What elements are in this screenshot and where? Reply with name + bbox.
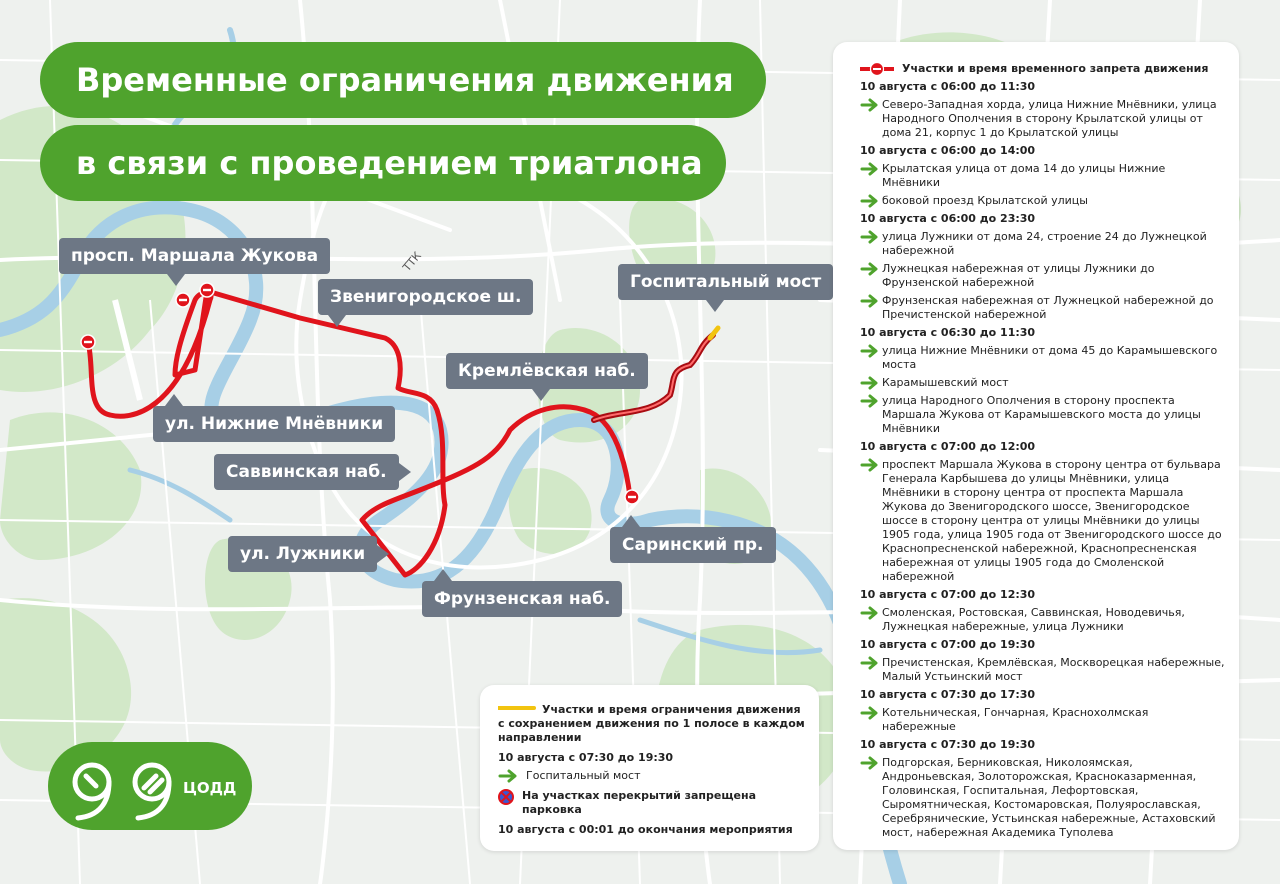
label-zvenigorodskoe	[318, 279, 533, 315]
label-luzhniki-text: ул. Лужники	[240, 544, 366, 564]
green-arrow-icon	[860, 262, 882, 276]
closures-legend-header	[860, 62, 1225, 76]
closures-panel	[833, 42, 1239, 850]
closure-item	[860, 344, 1225, 372]
legend-item: Госпитальный мост	[526, 769, 641, 782]
closure-item-text: Фрунзенская набережная от Лужнецкой набережной до Пречистенской набережной	[882, 294, 1214, 321]
legend-parking-row	[498, 789, 805, 817]
label-gospitalny-text: Госпитальный мост	[630, 272, 822, 292]
legend-parking-date: 10 августа с 00:01 до окончания мероприятия	[498, 823, 793, 836]
label-pointer	[532, 389, 550, 401]
green-arrow-icon	[860, 394, 882, 408]
no-parking-icon	[498, 789, 522, 805]
closure-item	[860, 194, 1225, 208]
green-arrow-icon	[860, 706, 882, 720]
label-frunzenskaya-text: Фрунзенская наб.	[434, 589, 611, 609]
legend-panel	[480, 685, 819, 851]
no-entry-marker-west	[81, 335, 95, 349]
closure-item-text: проспект Маршала Жукова в сторону центра от бульвара Генерала Карбышева до улицы Мнёвники, улица Мнёвники в сторону центра от проспекта Маршала Жукова до Звенигородского шоссе, Звенигородское шоссе в сторону центра от улицы Мнёвники до улицы 1905 года, улица 1905 года от Звенигородского шоссе до Краснопресненской набережной, Краснопресненская набережная от улицы 1905 года до Смоленской набережной	[882, 458, 1222, 583]
label-mnevniki-text: ул. Нижние Мнёвники	[165, 414, 384, 434]
green-arrow-icon	[860, 162, 882, 176]
closure-item	[860, 656, 1225, 684]
label-kremlevskaya-text: Кремлёвская наб.	[458, 361, 636, 381]
label-pointer	[167, 274, 185, 286]
closure-item	[860, 376, 1225, 390]
title-line-2-text: в связи с проведением триатлона	[76, 144, 703, 182]
closure-item-text: боковой проезд Крылатской улицы	[882, 194, 1088, 207]
green-arrow-icon	[860, 194, 882, 208]
closure-item	[860, 458, 1225, 584]
label-frunzenskaya	[422, 581, 622, 617]
green-arrow-icon	[498, 769, 526, 783]
legend-parking: На участках перекрытий запрещена парковка	[522, 789, 757, 816]
label-pointer	[377, 545, 389, 563]
label-sarinsky	[610, 527, 776, 563]
label-savvinskaya	[214, 454, 399, 490]
label-pointer	[706, 300, 724, 312]
label-kremlevskaya	[446, 353, 648, 389]
closure-item-text: Подгорская, Берниковская, Николоямская, Андроньевская, Золоторожская, Красноказарменная, Головинская, Госпитальная, Лефортовская, Сыромятническая, Костомаровская, Полуярославская, Серебрянические, Устьинская набережные, Астаховский мост, набережная Академика Туполева	[882, 756, 1216, 839]
green-arrow-icon	[860, 344, 882, 358]
label-pointer	[165, 394, 183, 406]
legend-yellow-row	[498, 703, 805, 745]
closure-item	[860, 756, 1225, 840]
label-zhukova-text: просп. Маршала Жукова	[71, 246, 319, 266]
codd-logo-text: ЦОДД	[183, 779, 237, 797]
green-arrow-icon	[860, 656, 882, 670]
closures-legend-title: Участки и время временного запрета движения	[902, 62, 1209, 75]
label-zvenigorodskoe-text: Звенигородское ш.	[330, 287, 522, 307]
closure-groups	[860, 80, 1225, 840]
green-arrow-icon	[860, 606, 882, 620]
green-arrow-icon	[860, 756, 882, 770]
green-arrow-icon	[860, 458, 882, 472]
label-pointer	[434, 569, 452, 581]
closure-item-text: Северо-Западная хорда, улица Нижние Мнёвники, улица Народного Ополчения в сторону Крылатской улицы от дома 21, корпус 1 до Крылатской улицы	[882, 98, 1217, 139]
closure-item	[860, 98, 1225, 140]
closure-group-date: 10 августа с 07:00 до 19:30	[860, 638, 1036, 651]
ttk-label: ТТК	[400, 249, 424, 274]
legend-yellow-title: Участки и время ограничения движения с сохранением движения по 1 полосе в каждом направлении	[498, 703, 805, 744]
label-zhukova	[59, 238, 330, 274]
closure-item	[860, 394, 1225, 436]
closure-item-text: Котельническая, Гончарная, Краснохолмская набережные	[882, 706, 1149, 733]
closure-item-text: Крылатская улица от дома 14 до улицы Нижние Мнёвники	[882, 162, 1166, 189]
no-entry-marker-zhukova-1	[176, 293, 190, 307]
closure-group-date: 10 августа с 07:30 до 19:30	[860, 738, 1036, 751]
closure-item-text: Пречистенская, Кремлёвская, Москворецкая набережные, Малый Устьинский мост	[882, 656, 1225, 683]
closure-item	[860, 294, 1225, 322]
closure-item	[860, 606, 1225, 634]
closure-item	[860, 230, 1225, 258]
closure-item-text: Лужнецкая набережная от улицы Лужники до Фрунзенской набережной	[882, 262, 1155, 289]
closure-group-date: 10 августа с 07:00 до 12:00	[860, 440, 1036, 453]
closure-group-date: 10 августа с 06:30 до 11:30	[860, 326, 1036, 339]
closure-item-text: Карамышевский мост	[882, 376, 1009, 389]
closure-item	[860, 162, 1225, 190]
label-pointer	[399, 463, 411, 481]
closure-group-date: 10 августа с 06:00 до 11:30	[860, 80, 1036, 93]
legend-date: 10 августа с 07:30 до 19:30	[498, 751, 674, 764]
closure-item-text: Смоленская, Ростовская, Саввинская, Новодевичья, Лужнецкая набережные, улица Лужники	[882, 606, 1185, 633]
legend-parking-date-row	[498, 823, 805, 837]
green-arrow-icon	[860, 376, 882, 390]
title-line-2	[40, 125, 726, 201]
label-savvinskaya-text: Саввинская наб.	[226, 462, 387, 482]
label-pointer	[328, 315, 346, 327]
closure-group-date: 10 августа с 06:00 до 14:00	[860, 144, 1036, 157]
closure-item	[860, 706, 1225, 734]
label-sarinsky-text: Саринский пр.	[622, 535, 764, 555]
label-luzhniki	[228, 536, 377, 572]
closure-item	[860, 262, 1225, 290]
closure-item-text: улица Лужники от дома 24, строение 24 до Лужнецкой набережной	[882, 230, 1207, 257]
no-entry-marker-sarinsky	[625, 490, 639, 504]
label-pointer	[622, 515, 640, 527]
label-gospitalny	[618, 264, 833, 300]
title-line-1-text: Временные ограничения движения	[76, 61, 734, 99]
legend-item-row	[498, 769, 805, 783]
legend-date-row	[498, 751, 805, 765]
title-line-1	[40, 42, 766, 118]
no-entry-line-icon	[860, 62, 894, 76]
label-mnevniki	[153, 406, 395, 442]
green-arrow-icon	[860, 98, 882, 112]
closure-item-text: улица Народного Ополчения в сторону проспекта Маршала Жукова от Карамышевского моста до улицы Мнёвники	[882, 394, 1201, 435]
closure-group-date: 10 августа с 06:00 до 23:30	[860, 212, 1036, 225]
closure-item-text: улица Нижние Мнёвники от дома 45 до Карамышевского моста	[882, 344, 1218, 371]
closure-group-date: 10 августа с 07:00 до 12:30	[860, 588, 1036, 601]
green-arrow-icon	[860, 230, 882, 244]
green-arrow-icon	[860, 294, 882, 308]
closure-group-date: 10 августа с 07:30 до 17:30	[860, 688, 1036, 701]
no-entry-marker-zhukova-2	[200, 283, 214, 297]
